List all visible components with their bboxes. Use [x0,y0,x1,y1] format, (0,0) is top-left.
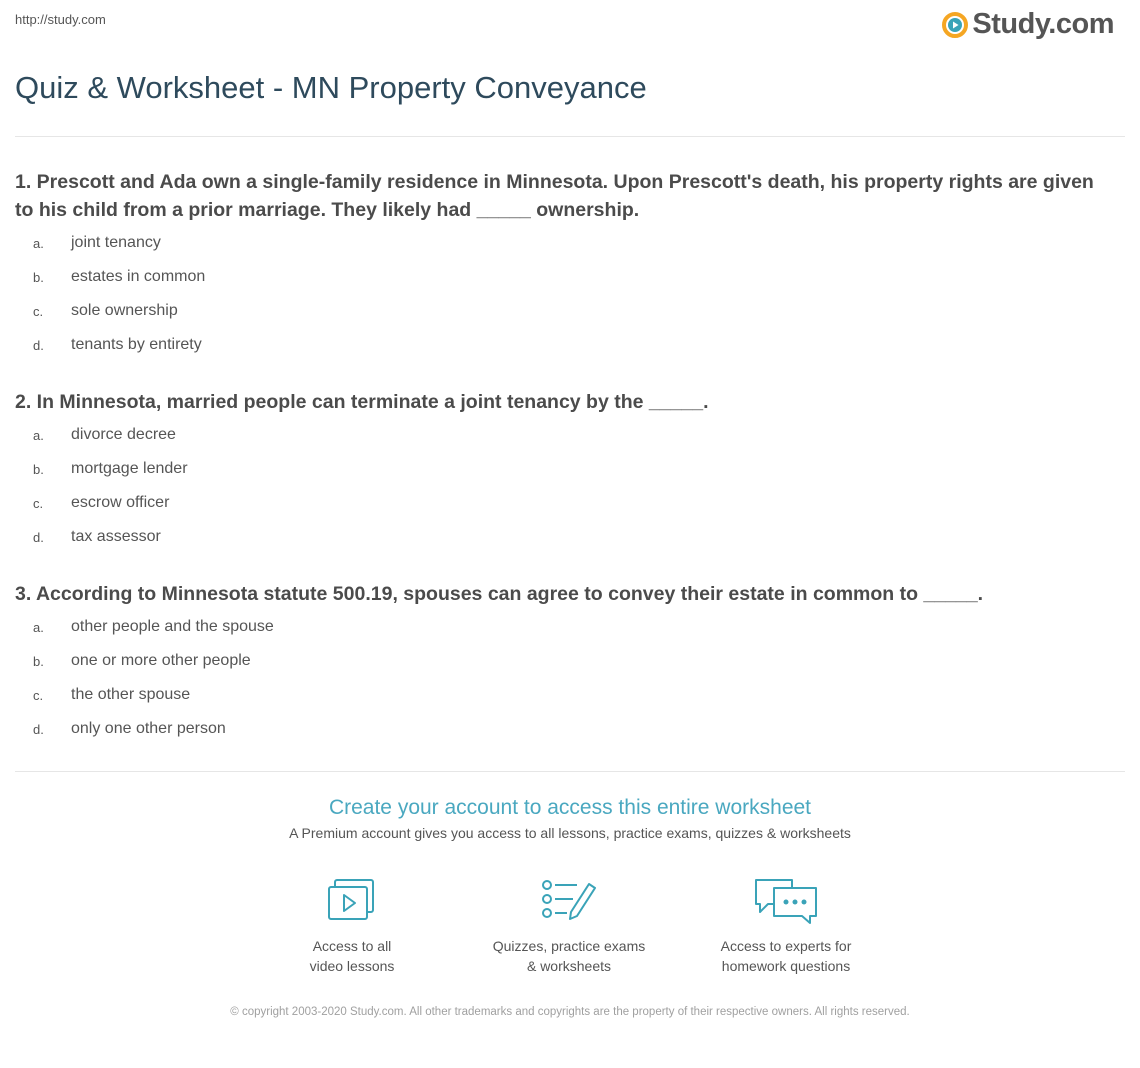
chat-bubbles-icon [754,878,818,924]
question-3-options [15,610,274,746]
answer-option [15,260,205,294]
answer-option [15,328,205,362]
quiz-checklist-icon [541,878,597,924]
option-letter: c. [33,687,44,703]
question-1-text: 1. Prescott and Ada own a single-family residence in Minnesota. Upon Prescott's death, his property rights are given to his child from a prior marriage. They likely had _____ ownership. [15,171,1094,221]
option-text: one or more other people [71,652,251,669]
feature-video-lessons [252,878,452,976]
feature-label-line2: & worksheets [526,958,612,974]
answer-option [15,678,274,712]
feature-experts [686,878,886,976]
option-text: other people and the spouse [71,618,274,635]
question-1-options [15,226,205,362]
option-letter: d. [33,529,44,545]
section-divider [15,771,1125,772]
feature-quizzes [469,878,669,976]
option-text: escrow officer [71,494,170,511]
question-2-options [15,418,188,554]
question-2-text: 2. In Minnesota, married people can terminate a joint tenancy by the _____. [15,391,709,413]
answer-option [15,610,274,644]
option-text: estates in common [71,268,206,285]
option-text: tenants by entirety [71,336,202,353]
logo-text: Study.com [972,8,1114,40]
option-letter: b. [33,653,44,669]
answer-option [15,452,188,486]
option-text: the other spouse [71,686,191,703]
study-logo[interactable] [942,8,1114,41]
option-letter: c. [33,495,44,511]
option-letter: a. [33,235,44,251]
option-text: mortgage lender [71,460,188,477]
feature-label-line1: Access to all [312,938,392,954]
option-letter: a. [33,619,44,635]
question-3-text: 3. According to Minnesota statute 500.19, spouses can agree to convey their estate in common to _____. [15,583,984,605]
page-title: Quiz & Worksheet - MN Property Conveyance [15,70,647,105]
answer-option [15,486,188,520]
answer-option [15,520,188,554]
video-lessons-icon [326,878,378,924]
option-text: only one other person [71,720,226,737]
feature-label-line1: Quizzes, practice exams [492,938,646,954]
copyright-notice: © copyright 2003-2020 Study.com. All other trademarks and copyrights are the property of their respective owners. All rights reserved. [230,1006,910,1018]
create-account-link[interactable]: Create your account to access this entire worksheet [328,796,812,819]
option-letter: c. [33,303,44,319]
answer-option [15,294,205,328]
feature-label-line2: video lessons [309,958,395,974]
title-divider [15,136,1125,137]
option-text: divorce decree [71,426,176,443]
site-url[interactable]: http://study.com [15,12,106,27]
answer-option [15,712,274,746]
study-logo-icon [942,12,968,38]
option-letter: a. [33,427,44,443]
option-text: tax assessor [71,528,161,545]
answer-option [15,226,205,260]
answer-option [15,644,274,678]
option-letter: b. [33,269,44,285]
feature-label-line2: homework questions [721,958,851,974]
premium-description: A Premium account gives you access to all lessons, practice exams, quizzes & worksheets [289,825,851,841]
feature-label-line1: Access to experts for [720,938,852,954]
option-text: sole ownership [71,302,178,319]
option-text: joint tenancy [71,234,161,251]
answer-option [15,418,188,452]
option-letter: d. [33,337,44,353]
option-letter: d. [33,721,44,737]
option-letter: b. [33,461,44,477]
